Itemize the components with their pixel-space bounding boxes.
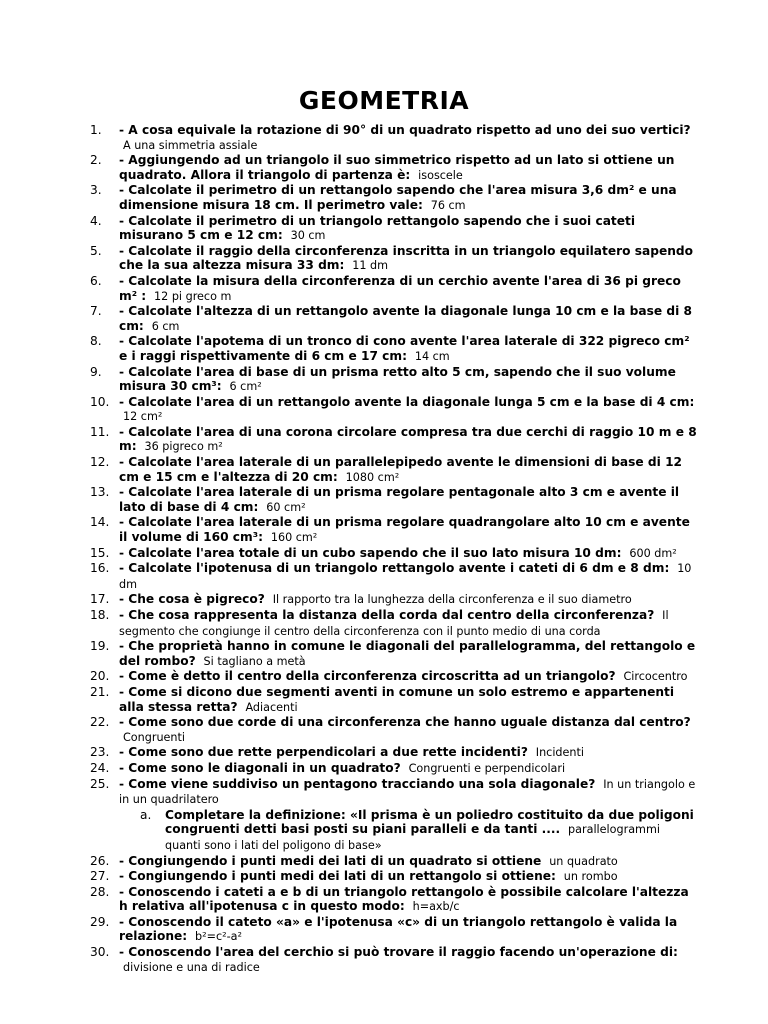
- item-number: a.: [140, 807, 152, 822]
- question-text: - Calcolate la misura della circonferenza di un cerchio avente l'area di 36 pi greco m² :: [119, 273, 681, 303]
- item-number: 6.: [90, 273, 102, 288]
- list-item: [0, 561, 768, 592]
- question-list: [0, 123, 768, 975]
- item-number: 10.: [90, 394, 110, 409]
- question-text: - Che cosa rappresenta la distanza della corda dal centro della circonferenza?: [119, 608, 655, 622]
- list-item: [0, 365, 768, 395]
- list-item: [0, 608, 768, 639]
- answer-text: In un triangolo e in un quadrilatero: [119, 777, 696, 807]
- item-number: 3.: [90, 183, 102, 198]
- question-text: - Calcolate l'area laterale di un prisma regolare quadrangolare alto 10 cm e avente il volume di 160 cm³:: [119, 515, 690, 545]
- item-number: 4.: [90, 213, 102, 228]
- item-content: [119, 304, 697, 334]
- list-item: [0, 854, 768, 870]
- answer-text: Il segmento che congiunge il centro della circonferenza con il punto medio di una corda: [119, 609, 669, 638]
- list-item: [0, 669, 768, 685]
- item-content: [119, 485, 697, 515]
- question-text: - Come è detto il centro della circonferenza circoscritta ad un triangolo?: [119, 669, 616, 684]
- item-number: 1.: [90, 123, 102, 137]
- item-content: [119, 123, 697, 153]
- question-text: - Come si dicono due segmenti aventi in comune un solo estremo e appartenenti alla stessa retta?: [119, 684, 675, 714]
- item-content: [119, 685, 697, 715]
- item-content: [119, 669, 697, 685]
- item-number: 20.: [90, 669, 110, 684]
- answer-text: Si tagliano a metà: [203, 654, 306, 668]
- answer-text: isoscele: [418, 168, 463, 182]
- answer-text: parallelogrammi quanti sono i lati del poligono di base»: [165, 823, 660, 852]
- answer-text: Circocentro: [623, 670, 688, 684]
- answer-text: 36 pigreco m²: [144, 440, 223, 454]
- question-text: - Aggiungendo ad un triangolo il suo simmetrico rispetto ad un lato si ottiene un quadrato. Allora il triangolo di partenza è:: [119, 153, 675, 182]
- question-text: - A cosa equivale la rotazione di 90° di un quadrato rispetto ad uno dei suo vertici?: [119, 123, 691, 137]
- item-content: [119, 945, 697, 975]
- question-text: - Conoscendo i cateti a e b di un triangolo rettangolo è possibile calcolare l'altezza h relativa all'ipotenusa c in questo modo:: [119, 884, 689, 914]
- item-number: 17.: [90, 592, 110, 607]
- item-number: 27.: [90, 869, 110, 884]
- item-content: [119, 183, 697, 213]
- question-text: - Calcolate l'area di base di un prisma retto alto 5 cm, sapendo che il suo volume misura 30 cm³:: [119, 364, 676, 394]
- list-item: [0, 745, 768, 761]
- question-text: - Come sono due rette perpendicolari a due rette incidenti?: [119, 745, 528, 760]
- answer-text: 1080 cm²: [345, 470, 400, 484]
- question-text: - Calcolate l'area laterale di un prisma regolare pentagonale alto 3 cm e avente il lato di base di 4 cm:: [119, 485, 680, 514]
- item-number: 8.: [90, 334, 102, 349]
- list-item: [0, 515, 768, 545]
- answer-text: Il rapporto tra la lunghezza della circonferenza e il suo diametro: [272, 593, 632, 607]
- list-item: [0, 777, 768, 808]
- item-content: [119, 592, 697, 608]
- list-subitem: [0, 808, 768, 854]
- item-content: [119, 854, 697, 870]
- list-item: [0, 485, 768, 515]
- item-content: [119, 515, 697, 545]
- item-number: 23.: [90, 745, 110, 760]
- question-text: - Calcolate l'area laterale di un parallelepipedo avente le dimensioni di base di 12 cm e 15 cm e l'altezza di 20 cm:: [119, 455, 683, 484]
- list-item: [0, 244, 768, 274]
- answer-text: h=axb/c: [412, 900, 460, 914]
- answer-text: Congruenti: [123, 730, 186, 744]
- item-content: [119, 214, 697, 244]
- question-text: - Calcolate l'area di una corona circolare compresa tra due cerchi di raggio 10 m e 8 m:: [119, 424, 697, 454]
- item-number: 29.: [90, 914, 110, 929]
- item-number: 5.: [90, 243, 102, 258]
- list-item: [0, 153, 768, 183]
- list-item: [0, 546, 768, 562]
- list-item: [0, 183, 768, 213]
- page-title: GEOMETRIA: [298, 86, 470, 115]
- list-item: [0, 715, 768, 745]
- answer-text: A una simmetria assiale: [123, 138, 258, 152]
- item-content: [119, 745, 697, 761]
- item-number: 22.: [90, 715, 110, 730]
- item-content: [119, 546, 697, 562]
- item-number: 25.: [90, 776, 110, 791]
- item-content: [119, 395, 697, 425]
- list-item: [0, 274, 768, 304]
- question-text: - Calcolate l'altezza di un rettangolo avente la diagonale lunga 10 cm e la base di 8 cm:: [119, 304, 692, 333]
- item-content: [119, 561, 697, 592]
- answer-text: 14 cm: [414, 349, 450, 363]
- question-text: Completare la definizione: «Il prisma è un poliedro costituito da due poligoni congruenti detti basi posti su piani paralleli e da tanti ....: [165, 807, 694, 837]
- question-text: - Calcolate il perimetro di un rettangolo sapendo che l'area misura 3,6 dm² e una dimensione misura 18 cm. Il perimetro vale:: [119, 183, 677, 212]
- question-text: - Calcolate l'apotema di un tronco di cono avente l'area laterale di 322 pigreco cm² e i raggi rispettivamente di 6 cm e 17 cm:: [119, 334, 690, 363]
- item-number: 19.: [90, 639, 110, 654]
- item-number: 2.: [90, 153, 102, 168]
- question-text: - Conoscendo l'area del cerchio si può trovare il raggio facendo un'operazione di:: [119, 945, 678, 960]
- list-item: [0, 334, 768, 364]
- item-content: [119, 153, 697, 183]
- answer-text: 160 cm²: [270, 531, 318, 545]
- question-text: - Che cosa è pigreco?: [119, 592, 265, 607]
- answer-text: 6 cm²: [229, 380, 262, 394]
- list-item: [0, 395, 768, 425]
- list-item: [0, 945, 768, 975]
- item-content: [119, 915, 697, 945]
- item-number: 11.: [90, 424, 110, 439]
- item-content: [119, 365, 697, 395]
- item-content: [119, 639, 697, 669]
- item-number: 30.: [90, 945, 110, 960]
- list-item: [0, 885, 768, 915]
- list-item: [0, 685, 768, 715]
- answer-text: 30 cm: [290, 229, 326, 243]
- answer-text: 6 cm: [151, 319, 180, 333]
- list-item: [0, 425, 768, 455]
- answer-text: 12 pi greco m: [154, 289, 232, 303]
- item-content: [119, 274, 697, 304]
- list-item: [0, 455, 768, 485]
- list-item: [0, 214, 768, 244]
- item-content: [119, 869, 697, 885]
- question-text: - Conoscendo il cateto «a» e l'ipotenusa «c» di un triangolo rettangolo è valida la relazione:: [119, 914, 678, 944]
- answer-text: 11 dm: [352, 259, 389, 273]
- item-number: 15.: [90, 545, 110, 560]
- item-number: 12.: [90, 455, 110, 470]
- answer-text: un rombo: [563, 870, 618, 884]
- question-text: - Congiungendo i punti medi dei lati di un quadrato si ottiene: [119, 853, 542, 868]
- answer-text: 600 dm²: [629, 546, 677, 560]
- item-content: [119, 885, 697, 915]
- answer-text: un quadrato: [549, 854, 618, 868]
- item-number: 18.: [90, 608, 110, 622]
- answer-text: 76 cm: [430, 198, 466, 212]
- item-content: [119, 244, 697, 274]
- question-text: - Calcolate l'area totale di un cubo sapendo che il suo lato misura 10 dm:: [119, 545, 622, 560]
- answer-text: 60 cm²: [266, 500, 306, 514]
- item-number: 28.: [90, 884, 110, 899]
- question-text: - Calcolate il raggio della circonferenza inscritta in un triangolo equilatero sapendo che la sua altezza misura 33 dm:: [119, 243, 693, 273]
- item-number: 24.: [90, 760, 110, 775]
- list-item: [0, 304, 768, 334]
- answer-text: Congruenti e perpendicolari: [408, 761, 566, 775]
- question-text: - Calcolate l'ipotenusa di un triangolo rettangolo avente i cateti di 6 dm e 8 dm:: [119, 561, 670, 576]
- answer-text: 12 cm²: [123, 410, 163, 424]
- item-number: 26.: [90, 853, 110, 868]
- item-number: 9.: [90, 364, 102, 379]
- list-item: [0, 639, 768, 669]
- item-number: 14.: [90, 515, 110, 530]
- item-number: 21.: [90, 684, 110, 699]
- list-item: [0, 592, 768, 608]
- question-text: - Che proprietà hanno in comune le diagonali del parallelogramma, del rettangolo e del rombo?: [119, 639, 696, 668]
- list-item: [0, 123, 768, 153]
- item-content: [119, 455, 697, 485]
- item-content: [119, 761, 697, 777]
- question-text: - Congiungendo i punti medi dei lati di un rettangolo si ottiene:: [119, 869, 556, 884]
- list-item: [0, 869, 768, 885]
- item-content: [165, 808, 697, 854]
- item-number: 7.: [90, 304, 102, 319]
- list-item: [0, 761, 768, 777]
- answer-text: 10 dm: [119, 562, 692, 591]
- question-text: - Come sono due corde di una circonferenza che hanno uguale distanza dal centro?: [119, 715, 691, 730]
- question-text: - Calcolate l'area di un rettangolo avente la diagonale lunga 5 cm e la base di 4 cm:: [119, 394, 695, 409]
- item-content: [119, 715, 697, 745]
- item-number: 16.: [90, 561, 110, 576]
- item-number: 13.: [90, 485, 110, 500]
- item-content: [119, 334, 697, 364]
- item-content: [119, 608, 697, 639]
- answer-text: Adiacenti: [245, 700, 298, 714]
- question-text: - Come viene suddiviso un pentagono tracciando una sola diagonale?: [119, 776, 596, 791]
- list-item: [0, 915, 768, 945]
- question-text: - Come sono le diagonali in un quadrato?: [119, 760, 401, 775]
- answer-text: Incidenti: [535, 746, 585, 760]
- item-content: [119, 777, 697, 808]
- answer-text: divisione e una di radice: [123, 960, 260, 974]
- item-content: [119, 425, 697, 455]
- question-text: - Calcolate il perimetro di un triangolo rettangolo sapendo che i suoi cateti misurano 5 cm e 12 cm:: [119, 213, 636, 243]
- answer-text: b²=c²-a²: [195, 930, 242, 944]
